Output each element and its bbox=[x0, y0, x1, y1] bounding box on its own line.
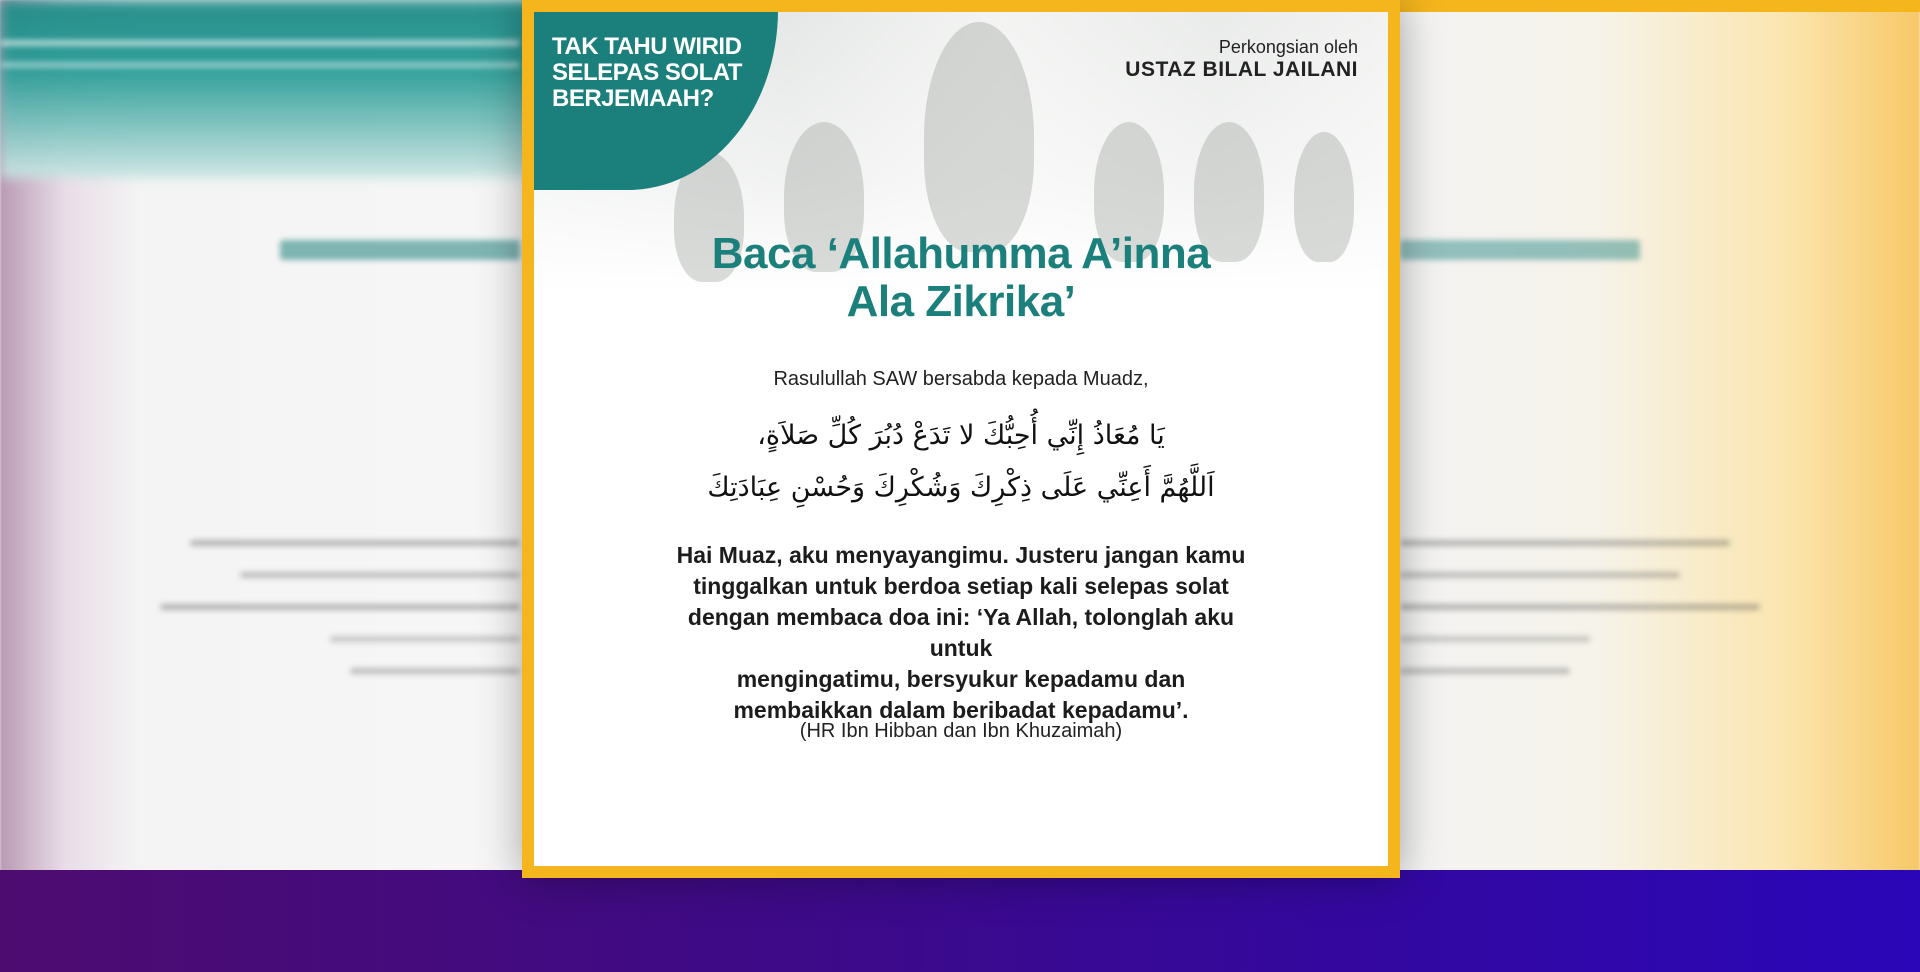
motion-streak bbox=[1400, 604, 1760, 610]
motion-streak bbox=[190, 540, 520, 546]
poster-title bbox=[534, 230, 1388, 326]
background-right-gold-bar bbox=[1380, 0, 1920, 12]
background-right-blur bbox=[1380, 0, 1920, 880]
translation-line: membaikkan dalam beribadat kepadamu’. bbox=[733, 697, 1189, 723]
intro-text: Rasulullah SAW bersabda kepada Muadz, bbox=[773, 368, 1149, 390]
translation-line: dengan membaca doa ini: ‘Ya Allah, tolonglah aku untuk bbox=[687, 604, 1235, 661]
arabic-line: يَا مُعَاذُ إِنِّي أُحِبُّكَ لا تَدَعْ دُبُرَ كُلِّ صَلاَةٍ، bbox=[757, 420, 1165, 451]
badge-line: TAK TAHU WIRID bbox=[552, 33, 742, 60]
credit-block bbox=[1125, 36, 1358, 82]
background-purple-band bbox=[0, 870, 1920, 972]
title-line: Baca ‘Allahumma A’inna bbox=[711, 229, 1211, 278]
poster-card bbox=[522, 0, 1400, 878]
motion-streak bbox=[1400, 540, 1730, 546]
title-line: Ala Zikrika’ bbox=[846, 277, 1076, 326]
motion-streak bbox=[160, 604, 520, 610]
translation-text bbox=[654, 540, 1268, 726]
motion-streak bbox=[350, 668, 520, 674]
badge-line: SELEPAS SOLAT bbox=[552, 59, 742, 86]
motion-streak bbox=[1400, 240, 1640, 260]
motion-streak bbox=[1400, 572, 1680, 578]
hadith-source: (HR Ibn Hibban dan Ibn Khuzaimah) bbox=[799, 720, 1123, 742]
credit-name: USTAZ BILAL JAILANI bbox=[1125, 58, 1358, 81]
translation-line: tinggalkan untuk berdoa setiap kali selepas solat bbox=[693, 573, 1229, 599]
arabic-line: اَللَّهُمَّ أَعِنِّي عَلَى ذِكْرِكَ وَشُكْرِكَ وَحُسْنِ عِبَادَتِكَ bbox=[707, 472, 1215, 503]
motion-streak bbox=[330, 636, 520, 642]
translation-line: mengingatimu, bersyukur kepadamu dan bbox=[736, 666, 1186, 692]
photo-figure bbox=[924, 22, 1034, 252]
motion-streak bbox=[0, 40, 520, 46]
poster-content bbox=[534, 12, 1388, 866]
motion-streak bbox=[0, 62, 520, 68]
motion-streak bbox=[280, 240, 520, 260]
background-left-teal-blur bbox=[0, 0, 560, 178]
credit-label: Perkongsian oleh bbox=[1218, 37, 1358, 57]
badge-line: BERJEMAAH? bbox=[552, 85, 714, 112]
translation-line: Hai Muaz, aku menyayangimu. Justeru jangan kamu bbox=[676, 542, 1246, 568]
motion-streak bbox=[1400, 668, 1570, 674]
motion-streak bbox=[240, 572, 520, 578]
badge-text bbox=[552, 34, 762, 112]
motion-streak bbox=[1400, 636, 1590, 642]
